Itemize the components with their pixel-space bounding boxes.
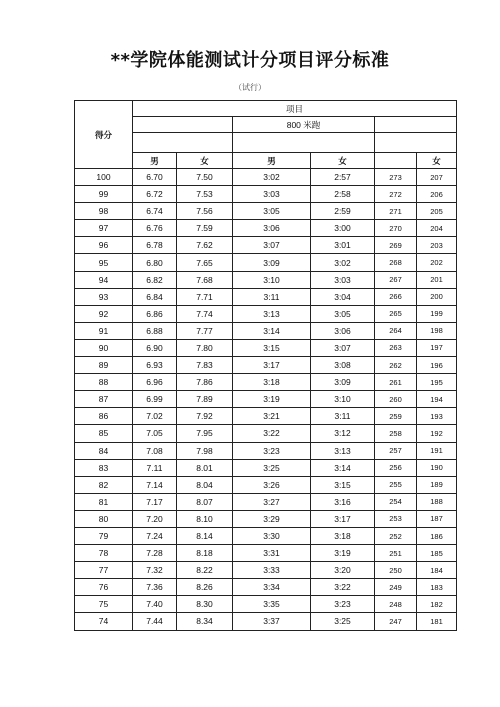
- value-cell: 198: [417, 322, 457, 339]
- value-cell: 6.80: [133, 254, 177, 271]
- score-cell: 77: [75, 562, 133, 579]
- value-cell: 2:57: [311, 169, 375, 186]
- value-cell: 249: [375, 579, 417, 596]
- value-cell: 187: [417, 510, 457, 527]
- score-cell: 95: [75, 254, 133, 271]
- score-cell: 79: [75, 527, 133, 544]
- table-row: [75, 391, 457, 408]
- score-cell: 86: [75, 408, 133, 425]
- value-cell: 7.74: [177, 305, 233, 322]
- value-cell: 196: [417, 357, 457, 374]
- value-cell: 2:59: [311, 203, 375, 220]
- value-cell: 190: [417, 459, 457, 476]
- value-cell: 269: [375, 237, 417, 254]
- value-cell: 7.83: [177, 357, 233, 374]
- value-cell: 8.30: [177, 596, 233, 613]
- value-cell: 3:37: [233, 613, 311, 630]
- value-cell: 7.53: [177, 186, 233, 203]
- value-cell: 181: [417, 613, 457, 630]
- value-cell: 3:13: [311, 442, 375, 459]
- value-cell: 265: [375, 305, 417, 322]
- table-row: [75, 459, 457, 476]
- value-cell: 7.20: [133, 510, 177, 527]
- value-cell: 266: [375, 288, 417, 305]
- value-cell: 8.10: [177, 510, 233, 527]
- value-cell: 255: [375, 476, 417, 493]
- value-cell: 6.84: [133, 288, 177, 305]
- table-row: [75, 220, 457, 237]
- value-cell: 3:13: [233, 305, 311, 322]
- value-cell: 247: [375, 613, 417, 630]
- value-cell: 3:23: [233, 442, 311, 459]
- value-cell: 3:04: [311, 288, 375, 305]
- value-cell: 8.18: [177, 545, 233, 562]
- value-cell: 7.56: [177, 203, 233, 220]
- value-cell: 272: [375, 186, 417, 203]
- value-cell: 7.05: [133, 425, 177, 442]
- value-cell: 182: [417, 596, 457, 613]
- score-cell: 78: [75, 545, 133, 562]
- value-cell: 259: [375, 408, 417, 425]
- value-cell: 3:11: [233, 288, 311, 305]
- value-cell: 8.01: [177, 459, 233, 476]
- value-cell: 3:02: [233, 169, 311, 186]
- table-row: [75, 408, 457, 425]
- value-cell: 7.14: [133, 476, 177, 493]
- score-cell: 84: [75, 442, 133, 459]
- value-cell: 3:25: [233, 459, 311, 476]
- value-cell: 7.98: [177, 442, 233, 459]
- value-cell: 7.36: [133, 579, 177, 596]
- value-cell: 263: [375, 339, 417, 356]
- value-cell: 3:03: [233, 186, 311, 203]
- value-cell: 3:18: [311, 527, 375, 544]
- value-cell: 3:05: [233, 203, 311, 220]
- value-cell: 3:09: [311, 374, 375, 391]
- value-cell: 7.24: [133, 527, 177, 544]
- table-row: [75, 493, 457, 510]
- value-cell: 7.86: [177, 374, 233, 391]
- score-cell: 91: [75, 322, 133, 339]
- value-cell: 2:58: [311, 186, 375, 203]
- gender-label: 男: [133, 153, 177, 169]
- value-cell: 199: [417, 305, 457, 322]
- value-cell: 3:31: [233, 545, 311, 562]
- value-cell: 261: [375, 374, 417, 391]
- value-cell: 3:15: [233, 339, 311, 356]
- value-cell: 3:19: [233, 391, 311, 408]
- value-cell: 3:18: [233, 374, 311, 391]
- value-cell: 188: [417, 493, 457, 510]
- score-cell: 85: [75, 425, 133, 442]
- value-cell: 185: [417, 545, 457, 562]
- score-cell: 100: [75, 169, 133, 186]
- score-cell: 89: [75, 357, 133, 374]
- value-cell: 7.08: [133, 442, 177, 459]
- score-cell: 83: [75, 459, 133, 476]
- table-row: [75, 527, 457, 544]
- value-cell: 267: [375, 271, 417, 288]
- scoring-table: [74, 100, 457, 631]
- gender-label: 女: [417, 153, 457, 169]
- value-cell: 204: [417, 220, 457, 237]
- value-cell: 262: [375, 357, 417, 374]
- value-cell: 3:15: [311, 476, 375, 493]
- value-cell: 3:08: [311, 357, 375, 374]
- value-cell: 7.17: [133, 493, 177, 510]
- table-row: [75, 374, 457, 391]
- value-cell: 6.90: [133, 339, 177, 356]
- score-cell: 96: [75, 237, 133, 254]
- value-cell: 8.14: [177, 527, 233, 544]
- gender-label: [375, 153, 417, 169]
- value-cell: 254: [375, 493, 417, 510]
- table-row: [75, 579, 457, 596]
- gender-label: 女: [177, 153, 233, 169]
- score-cell: 88: [75, 374, 133, 391]
- value-cell: 8.22: [177, 562, 233, 579]
- value-cell: 206: [417, 186, 457, 203]
- table-row: [75, 169, 457, 186]
- table-row: [75, 271, 457, 288]
- value-cell: 3:26: [233, 476, 311, 493]
- value-cell: 7.59: [177, 220, 233, 237]
- value-cell: 8.34: [177, 613, 233, 630]
- gender-label: 女: [311, 153, 375, 169]
- value-cell: 260: [375, 391, 417, 408]
- table-row: [75, 339, 457, 356]
- value-cell: 3:10: [311, 391, 375, 408]
- value-cell: 3:11: [311, 408, 375, 425]
- score-cell: 99: [75, 186, 133, 203]
- value-cell: 3:25: [311, 613, 375, 630]
- score-cell: 76: [75, 579, 133, 596]
- value-cell: 3:35: [233, 596, 311, 613]
- value-cell: 6.72: [133, 186, 177, 203]
- value-cell: 6.99: [133, 391, 177, 408]
- value-cell: 3:14: [233, 322, 311, 339]
- event-3-subheader: [375, 133, 457, 153]
- event-1-subheader: [133, 133, 233, 153]
- table-row: [75, 545, 457, 562]
- value-cell: 7.02: [133, 408, 177, 425]
- value-cell: 3:22: [311, 579, 375, 596]
- value-cell: 3:02: [311, 254, 375, 271]
- value-cell: 201: [417, 271, 457, 288]
- gender-row: [75, 153, 457, 169]
- value-cell: 3:03: [311, 271, 375, 288]
- value-cell: 186: [417, 527, 457, 544]
- value-cell: 264: [375, 322, 417, 339]
- score-cell: 87: [75, 391, 133, 408]
- value-cell: 194: [417, 391, 457, 408]
- value-cell: 7.65: [177, 254, 233, 271]
- value-cell: 3:06: [311, 322, 375, 339]
- value-cell: 8.26: [177, 579, 233, 596]
- value-cell: 258: [375, 425, 417, 442]
- value-cell: 3:07: [233, 237, 311, 254]
- value-cell: 3:21: [233, 408, 311, 425]
- value-cell: 3:01: [311, 237, 375, 254]
- value-cell: 7.71: [177, 288, 233, 305]
- value-cell: 197: [417, 339, 457, 356]
- value-cell: 253: [375, 510, 417, 527]
- table-row: [75, 305, 457, 322]
- value-cell: 270: [375, 220, 417, 237]
- value-cell: 3:17: [311, 510, 375, 527]
- value-cell: 7.77: [177, 322, 233, 339]
- table-row: [75, 476, 457, 493]
- value-cell: 202: [417, 254, 457, 271]
- value-cell: 3:12: [311, 425, 375, 442]
- table-row: [75, 510, 457, 527]
- score-cell: 82: [75, 476, 133, 493]
- value-cell: 207: [417, 169, 457, 186]
- value-cell: 7.89: [177, 391, 233, 408]
- value-cell: 3:16: [311, 493, 375, 510]
- score-cell: 92: [75, 305, 133, 322]
- value-cell: 193: [417, 408, 457, 425]
- value-cell: 7.80: [177, 339, 233, 356]
- value-cell: 271: [375, 203, 417, 220]
- value-cell: 6.88: [133, 322, 177, 339]
- value-cell: 183: [417, 579, 457, 596]
- value-cell: 6.74: [133, 203, 177, 220]
- value-cell: 7.95: [177, 425, 233, 442]
- table-row: [75, 613, 457, 630]
- value-cell: 6.78: [133, 237, 177, 254]
- event-3-header: [375, 117, 457, 133]
- value-cell: 7.92: [177, 408, 233, 425]
- table-row: [75, 288, 457, 305]
- project-header: 项目: [133, 101, 457, 117]
- value-cell: 3:00: [311, 220, 375, 237]
- value-cell: 7.62: [177, 237, 233, 254]
- score-cell: 90: [75, 339, 133, 356]
- table-row: [75, 562, 457, 579]
- value-cell: 3:19: [311, 545, 375, 562]
- value-cell: 3:20: [311, 562, 375, 579]
- value-cell: 195: [417, 374, 457, 391]
- score-cell: 81: [75, 493, 133, 510]
- value-cell: 8.07: [177, 493, 233, 510]
- value-cell: 7.28: [133, 545, 177, 562]
- value-cell: 3:17: [233, 357, 311, 374]
- value-cell: 192: [417, 425, 457, 442]
- value-cell: 7.50: [177, 169, 233, 186]
- value-cell: 6.96: [133, 374, 177, 391]
- value-cell: 203: [417, 237, 457, 254]
- value-cell: 189: [417, 476, 457, 493]
- table-row: [75, 203, 457, 220]
- value-cell: 3:10: [233, 271, 311, 288]
- value-cell: 184: [417, 562, 457, 579]
- table-row: [75, 596, 457, 613]
- value-cell: 268: [375, 254, 417, 271]
- value-cell: 6.82: [133, 271, 177, 288]
- event-1-header: [133, 117, 233, 133]
- value-cell: 3:09: [233, 254, 311, 271]
- value-cell: 8.04: [177, 476, 233, 493]
- score-cell: 93: [75, 288, 133, 305]
- value-cell: 7.32: [133, 562, 177, 579]
- value-cell: 3:34: [233, 579, 311, 596]
- table-row: [75, 425, 457, 442]
- value-cell: 3:22: [233, 425, 311, 442]
- value-cell: 7.11: [133, 459, 177, 476]
- value-cell: 256: [375, 459, 417, 476]
- value-cell: 205: [417, 203, 457, 220]
- run-800m-subheader: [233, 133, 375, 153]
- value-cell: 273: [375, 169, 417, 186]
- value-cell: 250: [375, 562, 417, 579]
- value-cell: 3:30: [233, 527, 311, 544]
- value-cell: 3:29: [233, 510, 311, 527]
- score-cell: 98: [75, 203, 133, 220]
- table-row: [75, 237, 457, 254]
- table-row: [75, 357, 457, 374]
- table-row: [75, 254, 457, 271]
- page-subtitle: （试行）: [234, 83, 266, 92]
- score-cell: 97: [75, 220, 133, 237]
- value-cell: 3:05: [311, 305, 375, 322]
- value-cell: 191: [417, 442, 457, 459]
- value-cell: 3:14: [311, 459, 375, 476]
- value-cell: 7.68: [177, 271, 233, 288]
- score-header: 得分: [75, 101, 133, 169]
- value-cell: 3:23: [311, 596, 375, 613]
- value-cell: 6.70: [133, 169, 177, 186]
- value-cell: 7.40: [133, 596, 177, 613]
- value-cell: 248: [375, 596, 417, 613]
- gender-label: 男: [233, 153, 311, 169]
- value-cell: 3:06: [233, 220, 311, 237]
- score-cell: 94: [75, 271, 133, 288]
- table-row: [75, 322, 457, 339]
- value-cell: 3:07: [311, 339, 375, 356]
- run-800m-header: 800 米跑: [233, 117, 375, 133]
- value-cell: 6.86: [133, 305, 177, 322]
- page-title: **学院体能测试计分项目评分标准: [110, 50, 390, 71]
- value-cell: 200: [417, 288, 457, 305]
- score-cell: 80: [75, 510, 133, 527]
- table-row: [75, 442, 457, 459]
- value-cell: 3:27: [233, 493, 311, 510]
- value-cell: 7.44: [133, 613, 177, 630]
- value-cell: 257: [375, 442, 417, 459]
- value-cell: 6.76: [133, 220, 177, 237]
- value-cell: 6.93: [133, 357, 177, 374]
- score-cell: 75: [75, 596, 133, 613]
- value-cell: 252: [375, 527, 417, 544]
- value-cell: 3:33: [233, 562, 311, 579]
- score-cell: 74: [75, 613, 133, 630]
- value-cell: 251: [375, 545, 417, 562]
- table-row: [75, 186, 457, 203]
